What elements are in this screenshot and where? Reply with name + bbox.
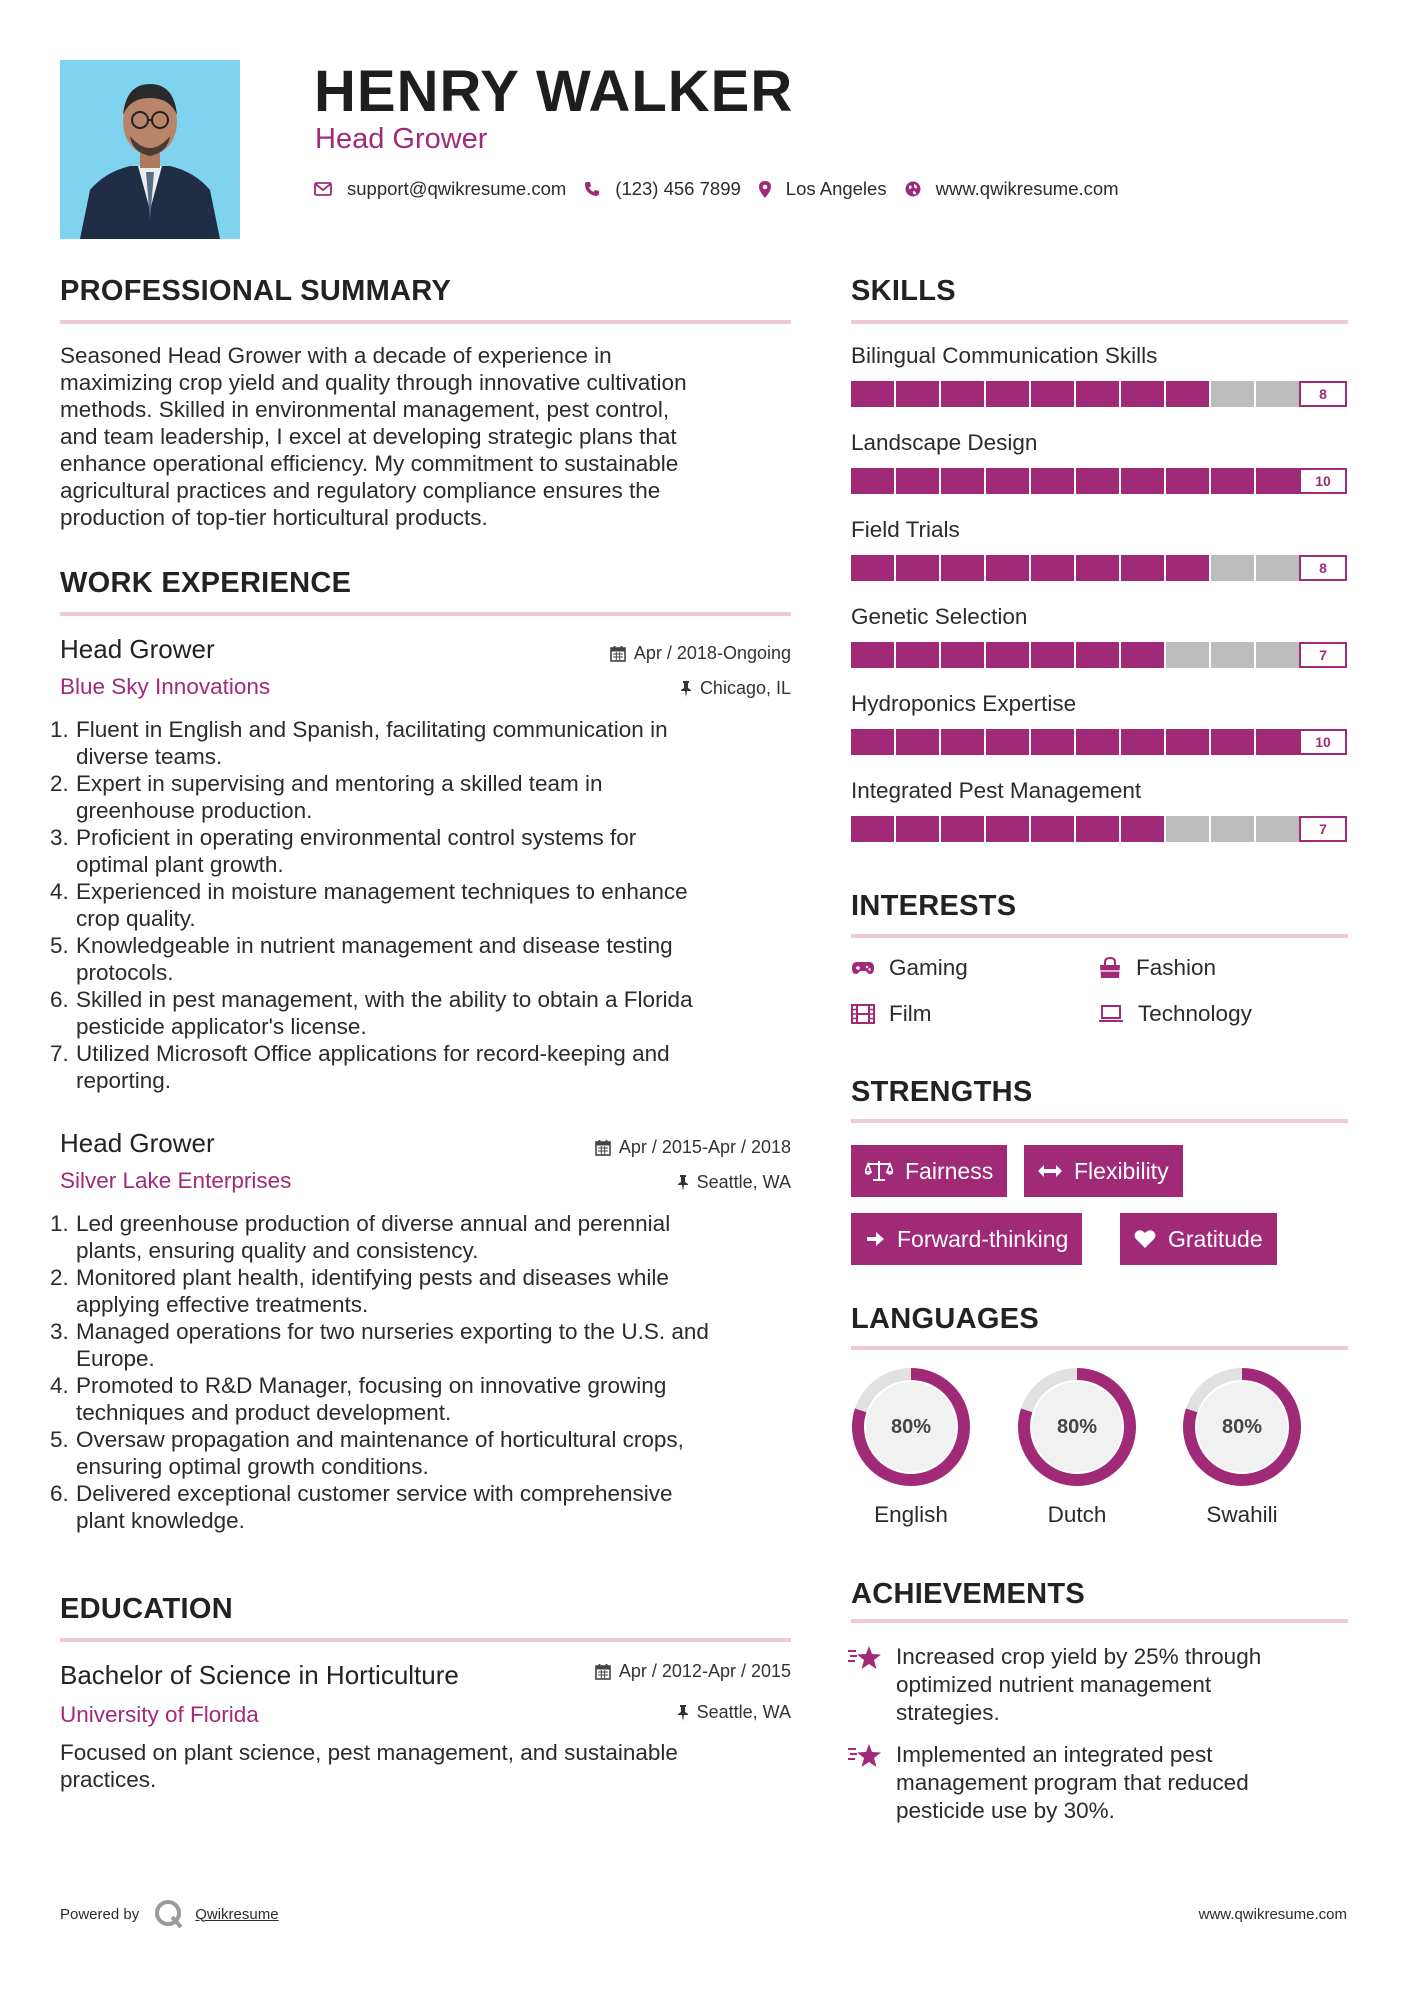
education-degree: Bachelor of Science in Horticulture	[60, 1660, 459, 1690]
skill-bar-segment	[896, 642, 941, 668]
skill-label: Field Trials	[851, 517, 960, 542]
skill-bar-segment	[1076, 729, 1121, 755]
scale-icon	[865, 1160, 893, 1182]
language-percent: 80%	[1221, 1415, 1263, 1438]
achievement-text: Implemented an integrated pest management program that reduced pesticide use by 30%.	[896, 1742, 1249, 1823]
education-divider	[60, 1638, 791, 1642]
candidate-title: Head Grower	[315, 123, 488, 155]
qwikresume-logo-icon	[153, 1898, 185, 1930]
job-location-text: Chicago, IL	[699, 678, 791, 698]
strength-tag-flexibility	[1024, 1145, 1183, 1197]
skill-bar-segment	[1256, 555, 1299, 581]
language-name: Dutch	[1047, 1502, 1107, 1527]
skill-bar-segment	[1031, 555, 1076, 581]
skill-bar-segment	[1031, 642, 1076, 668]
education-line: Focused on plant science, pest management, and sustainable	[60, 1740, 678, 1765]
skill-bar-segment	[1256, 816, 1299, 842]
skill-level-bar	[851, 816, 1299, 842]
list-item: 7. Utilized Microsoft Office applications for record-keeping and reporting.	[50, 1041, 670, 1093]
skill-bar-segment	[941, 555, 986, 581]
skill-bar-segment	[1076, 642, 1121, 668]
strength-tag-forward-thinking	[851, 1213, 1082, 1265]
achievements-divider	[851, 1619, 1348, 1623]
skill-bar-segment	[1211, 555, 1256, 581]
education-school: University of Florida	[60, 1702, 259, 1727]
skill-bar-segment	[851, 468, 896, 494]
job-location	[480, 1172, 791, 1193]
skill-bar-segment	[1031, 816, 1076, 842]
skill-bar-segment	[896, 468, 941, 494]
language-name: English	[874, 1502, 948, 1527]
list-item: 4. Promoted to R&D Manager, focusing on innovative growing techniques and product development.	[50, 1373, 667, 1425]
qwikresume-link[interactable]: Qwikresume	[195, 1905, 279, 1923]
footer-website[interactable]: www.qwikresume.com	[1198, 1906, 1347, 1923]
contact-website-text: www.qwikresume.com	[935, 178, 1119, 199]
job-dates-text: Apr / 2018-Ongoing	[633, 643, 791, 663]
skill-bar-segment	[1256, 642, 1299, 668]
skill-bar-segment	[1166, 381, 1211, 407]
languages-divider	[851, 1346, 1348, 1350]
skill-bar-segment	[1121, 816, 1166, 842]
achievement-item	[848, 1643, 1348, 1727]
skill-bar-segment	[986, 816, 1031, 842]
achievements-heading: ACHIEVEMENTS	[851, 1578, 1086, 1610]
list-item: 5. Oversaw propagation and maintenance of horticultural crops, ensuring optimal growth conditions.	[50, 1427, 684, 1479]
skill-level-bar	[851, 642, 1299, 668]
interest-label: Film	[889, 1001, 932, 1026]
language-ring	[849, 1365, 973, 1489]
language-ring	[1015, 1365, 1139, 1489]
skill-bar-segment	[851, 729, 896, 755]
interest-label: Fashion	[1136, 955, 1217, 980]
job-location-text: Seattle, WA	[696, 1172, 791, 1192]
list-item: 1. Fluent in English and Spanish, facilitating communication in diverse teams.	[50, 717, 668, 769]
powered-by-label: Powered by	[60, 1905, 140, 1923]
skill-bar-segment	[1211, 468, 1256, 494]
skill-value-badge: 7	[1299, 816, 1347, 842]
interest-gaming	[851, 955, 968, 981]
skill-bar-segment	[1121, 729, 1166, 755]
achievement-item	[848, 1741, 1348, 1825]
skill-label: Landscape Design	[851, 430, 1038, 455]
summary-line: maximizing crop yield and quality through innovative cultivation	[60, 370, 687, 395]
skill-bar-segment	[1076, 555, 1121, 581]
contact-email[interactable]	[314, 178, 566, 200]
strength-tag-fairness	[851, 1145, 1007, 1197]
education-location	[480, 1702, 791, 1723]
summary-text	[60, 342, 800, 531]
job-dates	[480, 643, 791, 664]
skills-divider	[851, 320, 1348, 324]
interest-technology	[1098, 1001, 1252, 1027]
skill-bar-segment	[941, 642, 986, 668]
education-line: practices.	[60, 1767, 157, 1792]
language-percent: 80%	[1056, 1415, 1098, 1438]
summary-heading: PROFESSIONAL SUMMARY	[60, 275, 452, 307]
experience-divider	[60, 612, 791, 616]
shopping-bag-icon	[1098, 957, 1122, 979]
contact-location	[759, 178, 887, 200]
list-item: 2. Expert in supervising and mentoring a skilled team in greenhouse production.	[50, 771, 603, 823]
skill-bar-segment	[896, 381, 941, 407]
calendar-icon	[595, 1663, 611, 1680]
contact-phone-text: (123) 456 7899	[615, 178, 741, 199]
skills-heading: SKILLS	[851, 275, 956, 307]
skill-bar-segment	[1211, 729, 1256, 755]
skill-level-bar	[851, 729, 1299, 755]
list-item: 4. Experienced in moisture management techniques to enhance crop quality.	[50, 879, 688, 931]
skill-bar-segment	[1031, 468, 1076, 494]
job-title: Head Grower	[60, 1128, 215, 1158]
skill-value-badge: 10	[1299, 729, 1347, 755]
envelope-icon	[314, 182, 332, 196]
skill-bar-segment	[1166, 642, 1211, 668]
skill-bar-segment	[1121, 555, 1166, 581]
skill-label: Bilingual Communication Skills	[851, 343, 1158, 368]
skill-bar-segment	[941, 816, 986, 842]
job-dates	[480, 1137, 791, 1158]
skill-bar-segment	[1121, 642, 1166, 668]
job-company: Blue Sky Innovations	[60, 674, 271, 699]
list-item: 6. Delivered exceptional customer service with comprehensive plant knowledge.	[50, 1481, 673, 1533]
education-description	[60, 1739, 800, 1793]
skill-bar-segment	[1211, 816, 1256, 842]
interest-fashion	[1098, 955, 1216, 981]
skill-label: Integrated Pest Management	[851, 778, 1142, 803]
skill-bar-segment	[851, 642, 896, 668]
job-title: Head Grower	[60, 634, 215, 664]
skill-bar-segment	[986, 555, 1031, 581]
job-company: Silver Lake Enterprises	[60, 1168, 292, 1193]
heart-icon	[1134, 1229, 1156, 1249]
candidate-name: HENRY WALKER	[314, 59, 794, 124]
list-item: 3. Managed operations for two nurseries exporting to the U.S. and Europe.	[50, 1319, 709, 1371]
list-item: 3. Proficient in operating environmental control systems for optimal plant growth.	[50, 825, 637, 877]
skill-bar-segment	[1076, 816, 1121, 842]
globe-icon	[905, 181, 921, 197]
language-name: Swahili	[1206, 1502, 1278, 1527]
contact-location-text: Los Angeles	[785, 178, 887, 199]
interests-heading: INTERESTS	[851, 890, 1017, 922]
contact-website[interactable]	[905, 178, 1119, 200]
summary-line: and team leadership, I excel at developing strategic plans that	[60, 424, 677, 449]
skill-bar-segment	[1166, 555, 1211, 581]
skill-bar-segment	[1256, 729, 1299, 755]
summary-line: Seasoned Head Grower with a decade of experience in	[60, 343, 612, 368]
skill-value-badge: 8	[1299, 381, 1347, 407]
phone-icon	[584, 181, 600, 197]
laptop-icon	[1098, 1005, 1124, 1023]
contact-phone[interactable]	[584, 178, 741, 200]
skill-bar-segment	[851, 816, 896, 842]
calendar-icon	[595, 1139, 611, 1156]
experience-heading: WORK EXPERIENCE	[60, 567, 352, 599]
calendar-icon	[610, 645, 626, 662]
summary-divider	[60, 320, 791, 324]
list-item: 5. Knowledgeable in nutrient management and disease testing protocols.	[50, 933, 673, 985]
list-item: 6. Skilled in pest management, with the ability to obtain a Florida pesticide applicator's license.	[50, 987, 693, 1039]
list-item: 1. Led greenhouse production of diverse annual and perennial plants, ensuring quality and consistency.	[50, 1211, 671, 1263]
skill-bar-segment	[1031, 729, 1076, 755]
education-dates	[480, 1661, 791, 1682]
skill-bar-segment	[1121, 381, 1166, 407]
skill-bar-segment	[1166, 468, 1211, 494]
education-dates-text: Apr / 2012-Apr / 2015	[618, 1661, 791, 1681]
map-pin-icon	[759, 181, 771, 198]
summary-line: agricultural practices and regulatory compliance ensures the	[60, 478, 661, 503]
gamepad-icon	[851, 960, 875, 976]
strength-label: Fairness	[905, 1157, 994, 1184]
summary-line: methods. Skilled in environmental management, pest control,	[60, 397, 670, 422]
skill-bar-segment	[986, 381, 1031, 407]
list-item: 2. Monitored plant health, identifying pests and diseases while applying effective treatments.	[50, 1265, 669, 1317]
skill-label: Genetic Selection	[851, 604, 1028, 629]
arrows-horizontal-icon	[1038, 1164, 1062, 1178]
skill-bar-segment	[941, 381, 986, 407]
skill-bar-segment	[1031, 381, 1076, 407]
skill-bar-segment	[986, 642, 1031, 668]
skill-bar-segment	[896, 729, 941, 755]
pushpin-icon	[680, 681, 692, 697]
skill-value-badge: 8	[1299, 555, 1347, 581]
job-bullets	[52, 1210, 802, 1534]
strengths-heading: STRENGTHS	[851, 1076, 1033, 1108]
skill-value-badge: 10	[1299, 468, 1347, 494]
skill-level-bar	[851, 555, 1299, 581]
skill-bar-segment	[1166, 816, 1211, 842]
skill-bar-segment	[851, 555, 896, 581]
strength-label: Gratitude	[1168, 1225, 1263, 1252]
strengths-divider	[851, 1119, 1348, 1123]
skill-value-badge: 7	[1299, 642, 1347, 668]
strength-label: Forward-thinking	[897, 1225, 1069, 1252]
star-badge-icon	[848, 1743, 882, 1769]
strength-tag-gratitude	[1120, 1213, 1277, 1265]
achievement-text: Increased crop yield by 25% through optimized nutrient management strategies.	[896, 1644, 1262, 1725]
skill-bar-segment	[1121, 468, 1166, 494]
skill-bar-segment	[1076, 381, 1121, 407]
interest-label: Gaming	[889, 955, 968, 980]
skill-bar-segment	[1211, 642, 1256, 668]
skill-bar-segment	[1211, 381, 1256, 407]
star-badge-icon	[848, 1645, 882, 1671]
profile-photo	[60, 60, 240, 239]
skill-bar-segment	[896, 555, 941, 581]
interest-label: Technology	[1138, 1001, 1252, 1026]
contact-bar	[314, 178, 1137, 200]
interest-film	[851, 1001, 931, 1027]
skill-bar-segment	[896, 816, 941, 842]
summary-line: production of top-tier horticultural products.	[60, 505, 488, 530]
languages-heading: LANGUAGES	[851, 1303, 1039, 1335]
skill-bar-segment	[986, 729, 1031, 755]
pushpin-icon	[677, 1175, 689, 1191]
language-ring	[1180, 1365, 1304, 1489]
arrow-right-icon	[865, 1229, 885, 1249]
job-bullets	[52, 716, 802, 1094]
skill-level-bar	[851, 381, 1299, 407]
skill-bar-segment	[986, 468, 1031, 494]
interests-divider	[851, 934, 1348, 938]
strength-label: Flexibility	[1074, 1157, 1169, 1184]
skill-bar-segment	[1256, 381, 1299, 407]
education-location-text: Seattle, WA	[696, 1702, 791, 1722]
skill-bar-segment	[941, 729, 986, 755]
skill-bar-segment	[851, 381, 896, 407]
footer-powered-by	[60, 1898, 279, 1930]
film-icon	[851, 1004, 875, 1024]
skill-bar-segment	[941, 468, 986, 494]
summary-line: enhance operational efficiency. My commitment to sustainable	[60, 451, 679, 476]
skill-label: Hydroponics Expertise	[851, 691, 1077, 716]
education-heading: EDUCATION	[60, 1593, 233, 1625]
job-dates-text: Apr / 2015-Apr / 2018	[618, 1137, 791, 1157]
skill-bar-segment	[1256, 468, 1299, 494]
contact-email-text: support@qwikresume.com	[347, 178, 567, 199]
skill-bar-segment	[1076, 468, 1121, 494]
language-percent: 80%	[890, 1415, 932, 1438]
pushpin-icon	[677, 1705, 689, 1721]
job-location	[480, 678, 791, 699]
skill-bar-segment	[1166, 729, 1211, 755]
skill-level-bar	[851, 468, 1299, 494]
